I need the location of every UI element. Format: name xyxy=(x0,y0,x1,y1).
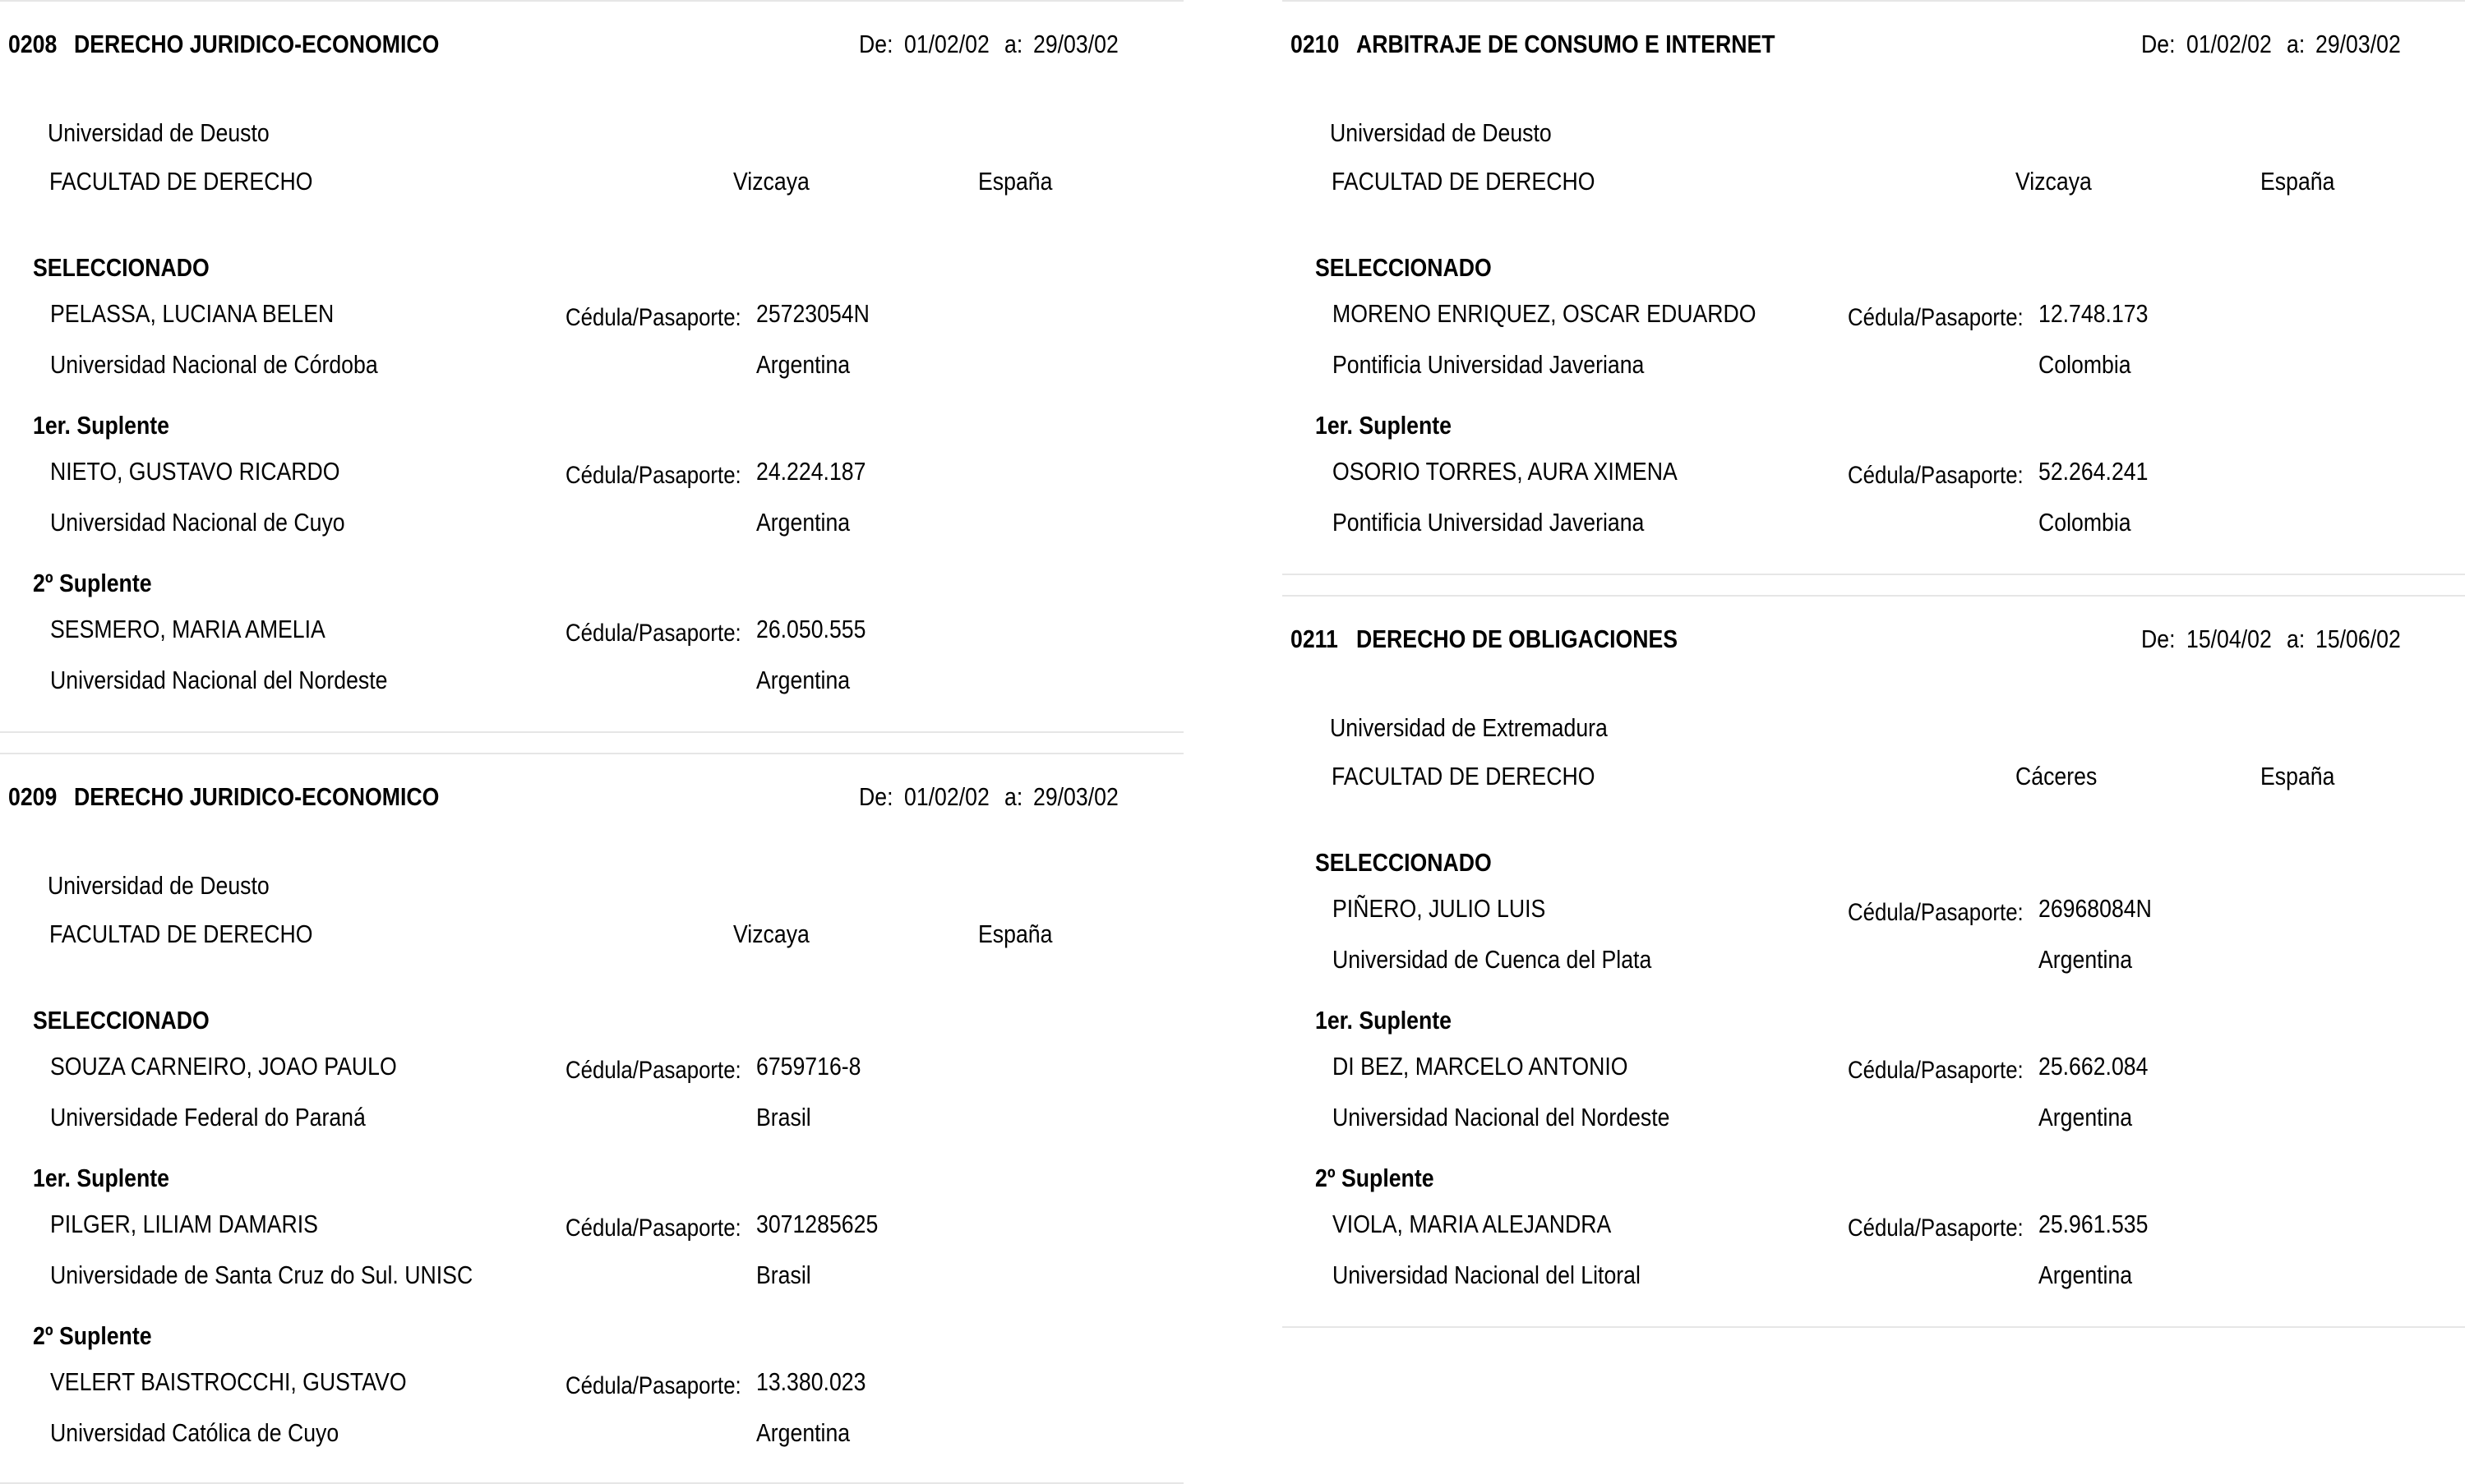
host-university: Universidad de Deusto xyxy=(1330,118,1552,147)
candidate-id: 25.961.535 xyxy=(2038,1210,2149,1238)
candidate-role: 1er. Suplente xyxy=(33,1164,169,1192)
candidate-role: 1er. Suplente xyxy=(1315,1006,1452,1035)
date-from-label: De: xyxy=(859,30,893,58)
date-from: 01/02/02 xyxy=(2186,30,2272,58)
date-to-label: a: xyxy=(1004,782,1023,811)
host-university: Universidad de Deusto xyxy=(48,871,270,900)
candidate-role: SELECCIONADO xyxy=(1315,253,1492,282)
cedula-label: Cédula/Pasaporte: xyxy=(1848,899,2024,926)
candidate-name: PIÑERO, JULIO LUIS xyxy=(1332,894,1546,923)
candidate-institution: Universidade Federal do Paraná xyxy=(50,1103,366,1131)
cedula-label: Cédula/Pasaporte: xyxy=(1848,462,2024,489)
candidate-id: 25723054N xyxy=(756,299,870,328)
candidate-nationality: Argentina xyxy=(756,350,851,379)
course-block xyxy=(1282,0,2465,575)
candidate-role: 1er. Suplente xyxy=(33,411,169,440)
candidate-name: VIOLA, MARIA ALEJANDRA xyxy=(1332,1210,1612,1238)
candidate-nationality: Argentina xyxy=(756,1418,851,1447)
candidate-id: 13.380.023 xyxy=(756,1367,866,1396)
candidate-nationality: Brasil xyxy=(756,1103,811,1131)
candidate-role: 2º Suplente xyxy=(33,569,152,597)
date-to: 29/03/02 xyxy=(2315,30,2401,58)
host-faculty: FACULTAD DE DERECHO xyxy=(1332,762,1595,790)
cedula-label: Cédula/Pasaporte: xyxy=(565,304,741,331)
host-faculty: FACULTAD DE DERECHO xyxy=(49,919,313,948)
course-block xyxy=(0,0,1184,733)
cedula-label: Cédula/Pasaporte: xyxy=(565,1057,741,1084)
host-faculty: FACULTAD DE DERECHO xyxy=(1332,167,1595,196)
candidate-id: 26968084N xyxy=(2038,894,2152,923)
date-to-label: a: xyxy=(1004,30,1023,58)
candidate-role: 2º Suplente xyxy=(1315,1164,1434,1192)
date-to: 15/06/02 xyxy=(2315,624,2401,653)
candidate-nationality: Argentina xyxy=(2038,945,2133,974)
candidate-id: 3071285625 xyxy=(756,1210,879,1238)
host-province: Vizcaya xyxy=(733,919,810,948)
course-title: DERECHO DE OBLIGACIONES xyxy=(1356,624,1678,653)
candidate-nationality: Colombia xyxy=(2038,508,2131,537)
candidate-institution: Universidad Nacional del Nordeste xyxy=(50,666,388,694)
date-to: 29/03/02 xyxy=(1033,30,1119,58)
candidate-id: 6759716-8 xyxy=(756,1052,861,1081)
candidate-nationality: Argentina xyxy=(2038,1260,2133,1289)
cedula-label: Cédula/Pasaporte: xyxy=(1848,1057,2024,1084)
course-code: 0209 xyxy=(8,782,58,811)
candidate-role: SELECCIONADO xyxy=(33,1006,210,1035)
course-title: ARBITRAJE DE CONSUMO E INTERNET xyxy=(1356,30,1775,58)
cedula-label: Cédula/Pasaporte: xyxy=(565,1372,741,1399)
candidate-institution: Universidad Nacional del Litoral xyxy=(1332,1260,1641,1289)
date-from-label: De: xyxy=(2141,624,2176,653)
candidate-id: 12.748.173 xyxy=(2038,299,2149,328)
date-from-label: De: xyxy=(2141,30,2176,58)
date-from: 01/02/02 xyxy=(904,30,990,58)
candidate-institution: Universidad de Cuenca del Plata xyxy=(1332,945,1652,974)
cedula-label: Cédula/Pasaporte: xyxy=(565,462,741,489)
date-to-label: a: xyxy=(2287,624,2306,653)
candidate-nationality: Brasil xyxy=(756,1260,811,1289)
host-university: Universidad de Deusto xyxy=(48,118,270,147)
cedula-label: Cédula/Pasaporte: xyxy=(565,1214,741,1242)
date-from: 01/02/02 xyxy=(904,782,990,811)
candidate-name: PELASSA, LUCIANA BELEN xyxy=(50,299,335,328)
host-province: Cáceres xyxy=(2015,762,2098,790)
host-faculty: FACULTAD DE DERECHO xyxy=(49,167,313,196)
course-block xyxy=(0,753,1184,1484)
candidate-name: VELERT BAISTROCCHI, GUSTAVO xyxy=(50,1367,407,1396)
host-country: España xyxy=(978,167,1053,196)
date-from: 15/04/02 xyxy=(2186,624,2272,653)
cedula-label: Cédula/Pasaporte: xyxy=(565,620,741,647)
candidate-institution: Universidad Católica de Cuyo xyxy=(50,1418,339,1447)
candidate-name: DI BEZ, MARCELO ANTONIO xyxy=(1332,1052,1628,1081)
course-code: 0208 xyxy=(8,30,58,58)
course-code: 0210 xyxy=(1290,30,1340,58)
candidate-name: PILGER, LILIAM DAMARIS xyxy=(50,1210,318,1238)
candidate-nationality: Argentina xyxy=(756,666,851,694)
candidate-name: SESMERO, MARIA AMELIA xyxy=(50,615,325,643)
candidate-institution: Pontificia Universidad Javeriana xyxy=(1332,350,1645,379)
date-to: 29/03/02 xyxy=(1033,782,1119,811)
candidate-name: OSORIO TORRES, AURA XIMENA xyxy=(1332,457,1678,486)
candidate-id: 26.050.555 xyxy=(756,615,866,643)
host-province: Vizcaya xyxy=(733,167,810,196)
candidate-id: 24.224.187 xyxy=(756,457,866,486)
host-country: España xyxy=(2260,762,2335,790)
host-country: España xyxy=(978,919,1053,948)
candidate-institution: Universidad Nacional del Nordeste xyxy=(1332,1103,1670,1131)
candidate-id: 52.264.241 xyxy=(2038,457,2149,486)
candidate-role: 2º Suplente xyxy=(33,1321,152,1350)
date-to-label: a: xyxy=(2287,30,2306,58)
candidate-role: SELECCIONADO xyxy=(1315,848,1492,877)
candidate-nationality: Colombia xyxy=(2038,350,2131,379)
course-block xyxy=(1282,595,2465,1328)
candidate-institution: Pontificia Universidad Javeriana xyxy=(1332,508,1645,537)
candidate-institution: Universidade de Santa Cruz do Sul. UNISC xyxy=(50,1260,473,1289)
candidate-name: NIETO, GUSTAVO RICARDO xyxy=(50,457,340,486)
course-title: DERECHO JURIDICO-ECONOMICO xyxy=(74,782,440,811)
date-from-label: De: xyxy=(859,782,893,811)
candidate-institution: Universidad Nacional de Cuyo xyxy=(50,508,345,537)
candidate-institution: Universidad Nacional de Córdoba xyxy=(50,350,378,379)
host-country: España xyxy=(2260,167,2335,196)
candidate-name: SOUZA CARNEIRO, JOAO PAULO xyxy=(50,1052,397,1081)
host-province: Vizcaya xyxy=(2015,167,2092,196)
candidate-id: 25.662.084 xyxy=(2038,1052,2149,1081)
course-code: 0211 xyxy=(1290,624,1338,653)
host-university: Universidad de Extremadura xyxy=(1330,713,1608,742)
cedula-label: Cédula/Pasaporte: xyxy=(1848,304,2024,331)
candidate-nationality: Argentina xyxy=(2038,1103,2133,1131)
course-title: DERECHO JURIDICO-ECONOMICO xyxy=(74,30,440,58)
candidate-role: SELECCIONADO xyxy=(33,253,210,282)
cedula-label: Cédula/Pasaporte: xyxy=(1848,1214,2024,1242)
candidate-role: 1er. Suplente xyxy=(1315,411,1452,440)
candidate-name: MORENO ENRIQUEZ, OSCAR EDUARDO xyxy=(1332,299,1756,328)
candidate-nationality: Argentina xyxy=(756,508,851,537)
